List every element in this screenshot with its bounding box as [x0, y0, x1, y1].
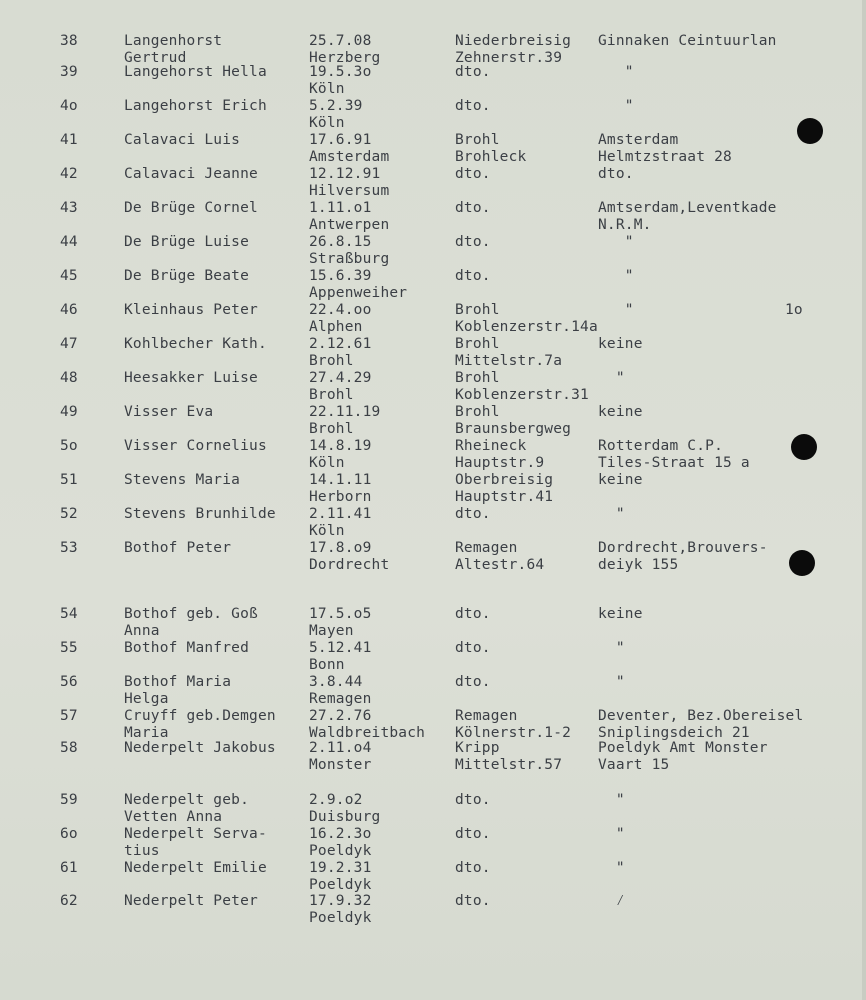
- birth-date-place: 14.8.19 Köln: [309, 438, 372, 471]
- home-address: ": [598, 370, 625, 386]
- person-name: Langehorst Erich: [124, 98, 267, 114]
- punch-hole: [791, 434, 817, 460]
- entry-number: 44: [60, 234, 78, 250]
- residence: dto.: [455, 98, 491, 114]
- entry-number: 56: [60, 674, 78, 690]
- birth-date-place: 2.9.o2 Duisburg: [309, 792, 381, 825]
- birth-date-place: 14.1.11 Herborn: [309, 472, 372, 505]
- residence: Brohl Koblenzerstr.14a: [455, 302, 598, 335]
- birth-date-place: 17.8.o9 Dordrecht: [309, 540, 390, 573]
- residence: dto.: [455, 64, 491, 80]
- residence: Niederbreisig Zehnerstr.39: [455, 33, 572, 66]
- residence: Remagen Kölnerstr.1-2: [455, 708, 572, 741]
- residence: dto.: [455, 606, 491, 622]
- residence: Kripp Mittelstr.57: [455, 740, 563, 773]
- person-name: Calavaci Jeanne: [124, 166, 258, 182]
- person-name: Bothof Peter: [124, 540, 232, 556]
- person-name: Calavaci Luis: [124, 132, 241, 148]
- home-address: Rotterdam C.P. Tiles-Straat 15 a: [598, 438, 750, 471]
- entry-number: 49: [60, 404, 78, 420]
- home-address: keine: [598, 404, 643, 420]
- residence: dto.: [455, 860, 491, 876]
- home-address: keine: [598, 472, 643, 488]
- person-name: Nederpelt geb. Vetten Anna: [124, 792, 250, 825]
- residence: Remagen Altestr.64: [455, 540, 545, 573]
- person-name: Visser Eva: [124, 404, 214, 420]
- home-address: keine: [598, 606, 643, 622]
- home-address: ": [598, 302, 634, 318]
- home-address: keine: [598, 336, 643, 352]
- person-name: Heesakker Luise: [124, 370, 258, 386]
- punch-hole: [797, 118, 823, 144]
- paper-edge: [862, 0, 866, 1000]
- home-address: ": [598, 268, 634, 284]
- residence: dto.: [455, 268, 491, 284]
- birth-date-place: 12.12.91 Hilversum: [309, 166, 390, 199]
- residence: dto.: [455, 234, 491, 250]
- residence: Oberbreisig Hauptstr.41: [455, 472, 554, 505]
- birth-date-place: 27.4.29 Brohl: [309, 370, 372, 403]
- home-address: dto.: [598, 166, 634, 182]
- residence: dto.: [455, 506, 491, 522]
- home-address: Poeldyk Amt Monster Vaart 15: [598, 740, 768, 773]
- birth-date-place: 19.5.3o Köln: [309, 64, 372, 97]
- birth-date-place: 16.2.3o Poeldyk: [309, 826, 372, 859]
- home-address: ": [598, 640, 625, 656]
- entry-number: 47: [60, 336, 78, 352]
- residence: Brohl Braunsbergweg: [455, 404, 572, 437]
- birth-date-place: 17.5.o5 Mayen: [309, 606, 372, 639]
- entry-number: 42: [60, 166, 78, 182]
- person-name: Bothof geb. Goß Anna: [124, 606, 258, 639]
- birth-date-place: 26.8.15 Straßburg: [309, 234, 390, 267]
- birth-date-place: 19.2.31 Poeldyk: [309, 860, 372, 893]
- person-name: Kohlbecher Kath.: [124, 336, 267, 352]
- birth-date-place: 2.12.61 Brohl: [309, 336, 372, 369]
- birth-date-place: 22.4.oo Alphen: [309, 302, 372, 335]
- home-address: ": [598, 234, 634, 250]
- residence: Brohl Brohleck: [455, 132, 527, 165]
- residence: dto.: [455, 674, 491, 690]
- residence: Brohl Mittelstr.7a: [455, 336, 563, 369]
- entry-number: 43: [60, 200, 78, 216]
- entry-number: 58: [60, 740, 78, 756]
- entry-number: 59: [60, 792, 78, 808]
- entry-number: 5o: [60, 438, 78, 454]
- person-name: Nederpelt Emilie: [124, 860, 267, 876]
- entry-number: 51: [60, 472, 78, 488]
- home-address: Amsterdam Helmtzstraat 28: [598, 132, 732, 165]
- person-name: De Brüge Beate: [124, 268, 250, 284]
- birth-date-place: 2.11.o4 Monster: [309, 740, 372, 773]
- person-name: Bothof Manfred: [124, 640, 250, 656]
- residence: dto.: [455, 792, 491, 808]
- person-name: Langenhorst Gertrud: [124, 33, 223, 66]
- person-name: Nederpelt Peter: [124, 893, 258, 909]
- person-name: Langehorst Hella: [124, 64, 267, 80]
- home-address: ": [598, 860, 625, 876]
- home-address: ": [598, 98, 634, 114]
- entry-number: 39: [60, 64, 78, 80]
- birth-date-place: 17.9.32 Poeldyk: [309, 893, 372, 926]
- birth-date-place: 25.7.08 Herzberg: [309, 33, 381, 66]
- residence: dto.: [455, 826, 491, 842]
- person-name: Kleinhaus Peter: [124, 302, 258, 318]
- margin-note: 1o: [785, 302, 803, 318]
- home-address: Deventer, Bez.Obereisel Sniplingsdeich 21: [598, 708, 804, 741]
- home-address: Ginnaken Ceintuurlan: [598, 33, 777, 49]
- person-name: Cruyff geb.Demgen Maria: [124, 708, 276, 741]
- entry-number: 41: [60, 132, 78, 148]
- entry-number: 55: [60, 640, 78, 656]
- home-address: ": [598, 674, 625, 690]
- home-address: ⁄: [598, 893, 625, 909]
- entry-number: 48: [60, 370, 78, 386]
- entry-number: 52: [60, 506, 78, 522]
- birth-date-place: 5.2.39 Köln: [309, 98, 363, 131]
- entry-number: 6o: [60, 826, 78, 842]
- person-name: Nederpelt Serva- tius: [124, 826, 267, 859]
- home-address: ": [598, 506, 625, 522]
- person-name: Stevens Brunhilde: [124, 506, 276, 522]
- birth-date-place: 15.6.39 Appenweiher: [309, 268, 408, 301]
- residence: dto.: [455, 893, 491, 909]
- residence: dto.: [455, 200, 491, 216]
- home-address: Dordrecht,Brouvers- deiyk 155: [598, 540, 768, 573]
- entry-number: 53: [60, 540, 78, 556]
- home-address: Amtserdam,Leventkade N.R.M.: [598, 200, 777, 233]
- residence: dto.: [455, 640, 491, 656]
- person-name: Nederpelt Jakobus: [124, 740, 276, 756]
- birth-date-place: 3.8.44 Remagen: [309, 674, 372, 707]
- birth-date-place: 5.12.41 Bonn: [309, 640, 372, 673]
- birth-date-place: 1.11.o1 Antwerpen: [309, 200, 390, 233]
- person-name: De Brüge Cornel: [124, 200, 258, 216]
- home-address: ": [598, 64, 634, 80]
- birth-date-place: 22.11.19 Brohl: [309, 404, 381, 437]
- entry-number: 46: [60, 302, 78, 318]
- entry-number: 54: [60, 606, 78, 622]
- entry-number: 57: [60, 708, 78, 724]
- residence: Brohl Koblenzerstr.31: [455, 370, 589, 403]
- person-name: Bothof Maria Helga: [124, 674, 232, 707]
- entry-number: 61: [60, 860, 78, 876]
- entry-number: 62: [60, 893, 78, 909]
- birth-date-place: 2.11.41 Köln: [309, 506, 372, 539]
- entry-number: 45: [60, 268, 78, 284]
- punch-hole: [789, 550, 815, 576]
- home-address: ": [598, 826, 625, 842]
- person-name: De Brüge Luise: [124, 234, 250, 250]
- home-address: ": [598, 792, 625, 808]
- entry-number: 38: [60, 33, 78, 49]
- person-name: Visser Cornelius: [124, 438, 267, 454]
- person-name: Stevens Maria: [124, 472, 241, 488]
- entry-number: 4o: [60, 98, 78, 114]
- birth-date-place: 17.6.91 Amsterdam: [309, 132, 390, 165]
- birth-date-place: 27.2.76 Waldbreitbach: [309, 708, 426, 741]
- residence: dto.: [455, 166, 491, 182]
- residence: Rheineck Hauptstr.9: [455, 438, 545, 471]
